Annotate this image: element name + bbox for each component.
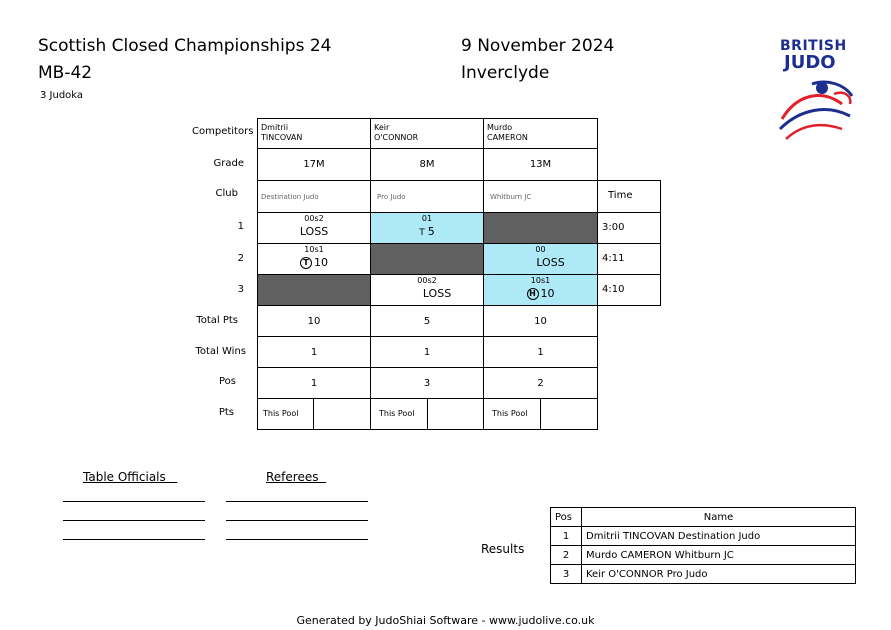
- match-3-c3-value: 10: [540, 287, 555, 300]
- table-officials-text: Table Officials: [83, 470, 166, 484]
- competitor-2-club: [370, 180, 484, 213]
- category-title: MB-42: [38, 63, 93, 83]
- competitor-1-last: TINCOVAN: [261, 133, 303, 142]
- match-3-cell-1: [257, 274, 371, 306]
- results-header-row: [551, 508, 856, 527]
- results-header-pos: Pos: [551, 508, 582, 527]
- grade-3: 13M: [529, 159, 552, 170]
- match-2-cell-2: [370, 243, 484, 275]
- grade-2: 8M: [419, 159, 435, 170]
- competitor-1-first: Dmitrii: [261, 123, 289, 132]
- pos-2-value: 3: [423, 378, 431, 389]
- pts-pool-2: [370, 398, 428, 430]
- pts-pool-1: [257, 398, 314, 430]
- match-1-time: [597, 212, 661, 244]
- match-3-c2-score: 00s2: [417, 276, 437, 285]
- competitor-2-first: Keir: [374, 123, 390, 132]
- match-3-c3-score: 10s1: [530, 276, 551, 285]
- club-3: Whitburn JC: [490, 193, 532, 201]
- table-officials-heading: [83, 470, 177, 484]
- results-header-name: Name: [582, 508, 856, 527]
- match-1-c2-score: 01: [421, 214, 433, 223]
- competitor-2-grade: [370, 148, 484, 181]
- match-2-time-value: 4:11: [602, 253, 625, 264]
- label-total-wins: Total Wins: [195, 346, 246, 357]
- hansoku-circle-icon: H: [527, 288, 539, 300]
- official-signature-line-2: [63, 520, 205, 521]
- total-pts-1: [257, 305, 371, 337]
- table-row: [551, 527, 856, 546]
- pts-pool-2-label: This Pool: [379, 409, 415, 418]
- match-1-c1-score: 00s2: [304, 214, 324, 223]
- match-2-c1-value: 10: [314, 256, 328, 269]
- total-wins-2-value: 1: [423, 347, 431, 358]
- results-table: [550, 507, 856, 584]
- competitor-1-club: [257, 180, 371, 213]
- match-2-c3-score: 00: [535, 245, 546, 254]
- competitor-2-last: O'CONNOR: [374, 133, 419, 142]
- match-1-cell-3: [483, 212, 598, 244]
- total-pts-1-value: 10: [307, 316, 321, 327]
- total-wins-1: [257, 336, 371, 368]
- total-wins-1-value: 1: [310, 347, 318, 358]
- label-row-1: 1: [237, 221, 244, 232]
- footer-text: Generated by JudoShiai Software - www.judolive.co.uk: [296, 614, 595, 627]
- pos-3: [483, 367, 598, 399]
- club-1: Destination Judo: [261, 193, 319, 201]
- label-competitors: Competitors: [192, 126, 254, 137]
- total-pts-2-value: 5: [423, 316, 431, 327]
- table-row: [551, 546, 856, 565]
- referee-signature-line-1: [226, 501, 368, 502]
- referees-text: Referees: [266, 470, 319, 484]
- event-date: 9 November 2024: [461, 36, 615, 56]
- competitor-2-name: [370, 118, 484, 149]
- time-header: [597, 180, 661, 213]
- pts-pool-3: [483, 398, 541, 430]
- match-2-c3-result: LOSS: [536, 256, 565, 269]
- label-row-2: 2: [237, 253, 244, 264]
- grade-1: 17M: [303, 159, 325, 170]
- match-3-time: [597, 274, 661, 306]
- competitor-1-name: [257, 118, 371, 149]
- match-2-cell-3: [483, 243, 598, 275]
- match-2-c1-result: [258, 256, 370, 269]
- pts-pool-1-value: [313, 398, 371, 430]
- judoka-count: 3 Judoka: [40, 90, 84, 101]
- result-name: Keir O'CONNOR Pro Judo: [582, 565, 856, 584]
- table-row: [551, 565, 856, 584]
- match-1-c1-result: LOSS: [299, 225, 329, 238]
- official-signature-line-1: [63, 501, 205, 502]
- pos-2: [370, 367, 484, 399]
- official-signature-line-3: [63, 539, 205, 540]
- result-pos: 1: [551, 527, 582, 546]
- referee-signature-line-3: [226, 539, 368, 540]
- pts-pool-2-value: [427, 398, 484, 430]
- result-pos: 2: [551, 546, 582, 565]
- label-total-pts: Total Pts: [196, 315, 238, 326]
- result-name: Murdo CAMERON Whitburn JC: [582, 546, 856, 565]
- club-2: Pro Judo: [377, 193, 406, 201]
- label-pos: Pos: [218, 376, 236, 387]
- total-wins-3: [483, 336, 598, 368]
- time-header-label: Time: [608, 190, 633, 201]
- match-1-cell-2: [370, 212, 484, 244]
- match-1-c2-result: [371, 225, 483, 238]
- event-venue: Inverclyde: [461, 63, 550, 83]
- total-wins-3-value: 1: [537, 347, 544, 358]
- tani-circle-icon: T: [300, 257, 312, 269]
- referee-signature-line-2: [226, 520, 368, 521]
- competitor-3-last: CAMERON: [487, 133, 528, 142]
- results-label: Results: [481, 542, 525, 556]
- result-name: Dmitrii TINCOVAN Destination Judo: [582, 527, 856, 546]
- match-3-cell-2: [370, 274, 484, 306]
- total-wins-2: [370, 336, 484, 368]
- match-3-time-value: 4:10: [602, 284, 625, 295]
- competitor-3-name: [483, 118, 598, 149]
- match-3-c3-result: [484, 287, 597, 300]
- pos-3-value: 2: [537, 378, 544, 389]
- match-1-time-value: 3:00: [602, 222, 625, 233]
- pts-pool-1-label: This Pool: [263, 409, 299, 418]
- british-judo-logo: [772, 38, 862, 148]
- competitor-3-grade: [483, 148, 598, 181]
- total-pts-3: [483, 305, 598, 337]
- match-2-time: [597, 243, 661, 275]
- total-pts-2: [370, 305, 484, 337]
- pts-pool-3-label: This Pool: [492, 409, 528, 418]
- tani-icon: T: [419, 228, 425, 238]
- competitor-3-first: Murdo: [487, 123, 513, 132]
- total-pts-3-value: 10: [534, 316, 547, 327]
- match-2-cell-1: [257, 243, 371, 275]
- judo-throw-icon: [772, 74, 862, 144]
- match-1-cell-1: [257, 212, 371, 244]
- competitor-1-grade: [257, 148, 371, 181]
- event-title: Scottish Closed Championships 24: [38, 36, 332, 56]
- result-pos: 3: [551, 565, 582, 584]
- referees-heading: [266, 470, 326, 484]
- logo-line1: BRITISH: [780, 38, 847, 54]
- label-club: Club: [215, 188, 238, 199]
- label-row-3: 3: [237, 284, 244, 295]
- match-1-c2-value: 5: [427, 225, 435, 238]
- label-pts: Pts: [218, 407, 234, 418]
- logo-line2: JUDO: [784, 52, 836, 73]
- match-3-cell-3: [483, 274, 598, 306]
- competitor-3-club: [483, 180, 598, 213]
- pos-1: [257, 367, 371, 399]
- pos-1-value: 1: [310, 378, 318, 389]
- match-3-c2-result: LOSS: [422, 287, 452, 300]
- match-2-c1-score: 10s1: [304, 245, 324, 254]
- label-grade: Grade: [213, 158, 244, 169]
- pts-pool-3-value: [540, 398, 598, 430]
